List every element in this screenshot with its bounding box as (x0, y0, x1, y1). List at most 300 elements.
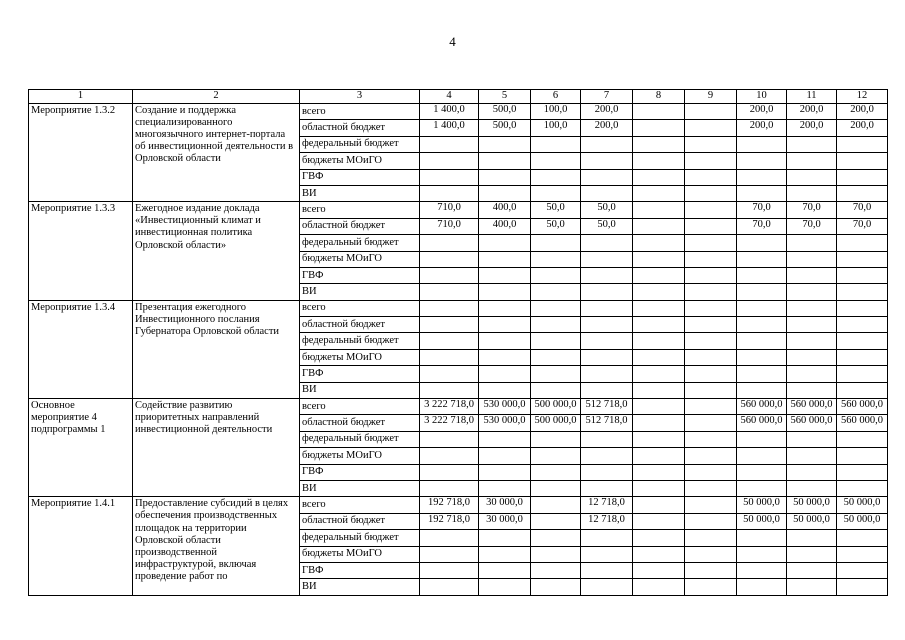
value-cell (837, 480, 888, 496)
value-cell (531, 349, 581, 365)
value-cell (479, 300, 531, 316)
value-cell: 70,0 (837, 218, 888, 234)
value-cell (633, 284, 685, 300)
measure-name: Создание и поддержка специализированного многоязычного интернет-портала об инвестиционной деятельности в Орловской области (133, 104, 300, 202)
value-cell: 192 718,0 (420, 497, 479, 513)
value-cell (479, 480, 531, 496)
value-cell (685, 202, 737, 218)
value-cell: 70,0 (737, 202, 787, 218)
value-cell (837, 579, 888, 595)
value-cell: 400,0 (479, 202, 531, 218)
value-cell (837, 448, 888, 464)
value-cell (581, 431, 633, 447)
table-row (29, 399, 888, 415)
value-cell: 70,0 (787, 202, 837, 218)
value-cell (633, 120, 685, 136)
value-cell (737, 366, 787, 382)
table-row (29, 104, 888, 120)
funding-source: бюджеты МОиГО (300, 448, 420, 464)
funding-source: ГВФ (300, 169, 420, 185)
value-cell (837, 349, 888, 365)
funding-source: ВИ (300, 480, 420, 496)
value-cell (685, 333, 737, 349)
value-cell (685, 399, 737, 415)
value-cell (837, 185, 888, 201)
value-cell (531, 317, 581, 333)
value-cell (420, 300, 479, 316)
value-cell (837, 317, 888, 333)
value-cell (737, 431, 787, 447)
value-cell (581, 153, 633, 169)
column-header: 5 (479, 90, 531, 104)
column-header: 2 (133, 90, 300, 104)
value-cell: 710,0 (420, 202, 479, 218)
value-cell (837, 530, 888, 546)
value-cell: 1 400,0 (420, 120, 479, 136)
value-cell (737, 284, 787, 300)
value-cell: 200,0 (787, 104, 837, 120)
value-cell: 50 000,0 (787, 513, 837, 529)
column-header: 8 (633, 90, 685, 104)
value-cell: 100,0 (531, 104, 581, 120)
value-cell (420, 464, 479, 480)
value-cell (837, 235, 888, 251)
value-cell: 50,0 (531, 202, 581, 218)
value-cell (787, 235, 837, 251)
value-cell: 200,0 (837, 104, 888, 120)
value-cell (737, 333, 787, 349)
value-cell (479, 136, 531, 152)
value-cell: 30 000,0 (479, 497, 531, 513)
funding-source: ГВФ (300, 562, 420, 578)
funding-source: областной бюджет (300, 317, 420, 333)
column-header: 4 (420, 90, 479, 104)
value-cell (837, 284, 888, 300)
value-cell (685, 464, 737, 480)
value-cell (420, 480, 479, 496)
funding-source: ГВФ (300, 267, 420, 283)
value-cell (531, 464, 581, 480)
value-cell (531, 185, 581, 201)
value-cell: 560 000,0 (737, 415, 787, 431)
value-cell (531, 300, 581, 316)
funding-source: всего (300, 300, 420, 316)
value-cell (581, 267, 633, 283)
value-cell (633, 497, 685, 513)
value-cell (685, 497, 737, 513)
value-cell (581, 333, 633, 349)
value-cell (531, 382, 581, 398)
value-cell (685, 448, 737, 464)
value-cell: 70,0 (737, 218, 787, 234)
value-cell: 30 000,0 (479, 513, 531, 529)
value-cell (837, 382, 888, 398)
measure-code: Мероприятие 1.3.3 (29, 202, 133, 300)
value-cell (737, 530, 787, 546)
value-cell (837, 333, 888, 349)
value-cell (737, 185, 787, 201)
value-cell: 70,0 (837, 202, 888, 218)
value-cell (581, 185, 633, 201)
table-row (29, 202, 888, 218)
funding-source: ВИ (300, 185, 420, 201)
value-cell (420, 153, 479, 169)
column-header: 10 (737, 90, 787, 104)
funding-source: ВИ (300, 579, 420, 595)
value-cell (685, 104, 737, 120)
value-cell (685, 284, 737, 300)
value-cell (581, 530, 633, 546)
value-cell (737, 169, 787, 185)
value-cell: 1 400,0 (420, 104, 479, 120)
value-cell (685, 562, 737, 578)
value-cell (531, 136, 581, 152)
value-cell (581, 136, 633, 152)
value-cell: 512 718,0 (581, 399, 633, 415)
value-cell (787, 333, 837, 349)
value-cell (685, 153, 737, 169)
value-cell (633, 349, 685, 365)
table-row (29, 497, 888, 513)
value-cell (531, 153, 581, 169)
value-cell (737, 480, 787, 496)
value-cell (685, 431, 737, 447)
value-cell (420, 448, 479, 464)
value-cell (685, 185, 737, 201)
column-header: 6 (531, 90, 581, 104)
funding-source: всего (300, 202, 420, 218)
funding-source: федеральный бюджет (300, 431, 420, 447)
header-row (29, 90, 888, 104)
value-cell: 560 000,0 (837, 415, 888, 431)
value-cell (737, 300, 787, 316)
value-cell (633, 513, 685, 529)
value-cell (787, 169, 837, 185)
value-cell: 560 000,0 (787, 415, 837, 431)
value-cell: 530 000,0 (479, 399, 531, 415)
measure-name: Предоставление субсидий в целях обеспечения производственных площадок на территории Орловской области производственной инфраструктурой, включая проведение работ по (133, 497, 300, 595)
value-cell (581, 464, 633, 480)
value-cell (837, 431, 888, 447)
funding-source: бюджеты МОиГО (300, 153, 420, 169)
value-cell (581, 448, 633, 464)
value-cell (787, 185, 837, 201)
column-header: 3 (300, 90, 420, 104)
value-cell: 500,0 (479, 104, 531, 120)
value-cell (633, 169, 685, 185)
value-cell: 100,0 (531, 120, 581, 136)
value-cell: 12 718,0 (581, 497, 633, 513)
value-cell (420, 382, 479, 398)
column-header: 1 (29, 90, 133, 104)
value-cell (787, 562, 837, 578)
value-cell (531, 431, 581, 447)
value-cell (633, 530, 685, 546)
funding-source: ГВФ (300, 366, 420, 382)
value-cell: 560 000,0 (837, 399, 888, 415)
value-cell (633, 104, 685, 120)
value-cell (633, 185, 685, 201)
value-cell: 530 000,0 (479, 415, 531, 431)
funding-source: федеральный бюджет (300, 333, 420, 349)
value-cell (581, 480, 633, 496)
value-cell (479, 284, 531, 300)
value-cell (479, 349, 531, 365)
value-cell: 50 000,0 (837, 513, 888, 529)
value-cell (685, 251, 737, 267)
value-cell (420, 333, 479, 349)
value-cell (531, 530, 581, 546)
value-cell (531, 366, 581, 382)
value-cell (420, 366, 479, 382)
value-cell: 400,0 (479, 218, 531, 234)
funding-source: областной бюджет (300, 513, 420, 529)
column-header: 12 (837, 90, 888, 104)
value-cell (737, 546, 787, 562)
funding-source: бюджеты МОиГО (300, 546, 420, 562)
value-cell (633, 218, 685, 234)
value-cell (737, 136, 787, 152)
funding-source: областной бюджет (300, 120, 420, 136)
value-cell: 560 000,0 (737, 399, 787, 415)
value-cell: 500,0 (479, 120, 531, 136)
value-cell (787, 448, 837, 464)
value-cell (633, 448, 685, 464)
value-cell (479, 169, 531, 185)
value-cell (633, 546, 685, 562)
value-cell (633, 235, 685, 251)
value-cell (420, 546, 479, 562)
value-cell (531, 235, 581, 251)
funding-source: всего (300, 399, 420, 415)
value-cell (787, 349, 837, 365)
value-cell (633, 333, 685, 349)
value-cell (685, 382, 737, 398)
value-cell (737, 153, 787, 169)
value-cell: 500 000,0 (531, 415, 581, 431)
value-cell (787, 153, 837, 169)
value-cell (633, 267, 685, 283)
value-cell (787, 366, 837, 382)
value-cell (420, 235, 479, 251)
value-cell: 50,0 (581, 202, 633, 218)
value-cell (787, 530, 837, 546)
value-cell: 70,0 (787, 218, 837, 234)
funding-source: федеральный бюджет (300, 530, 420, 546)
value-cell (531, 251, 581, 267)
value-cell (685, 546, 737, 562)
value-cell (633, 136, 685, 152)
value-cell (420, 530, 479, 546)
value-cell (479, 579, 531, 595)
value-cell: 12 718,0 (581, 513, 633, 529)
value-cell (787, 300, 837, 316)
value-cell (737, 317, 787, 333)
value-cell (420, 349, 479, 365)
funding-source: федеральный бюджет (300, 136, 420, 152)
value-cell (837, 464, 888, 480)
value-cell (685, 120, 737, 136)
value-cell (479, 562, 531, 578)
value-cell (420, 579, 479, 595)
value-cell (479, 317, 531, 333)
value-cell: 50 000,0 (837, 497, 888, 513)
value-cell (531, 284, 581, 300)
value-cell: 50 000,0 (737, 513, 787, 529)
table-row (29, 300, 888, 316)
value-cell (581, 382, 633, 398)
value-cell (420, 267, 479, 283)
value-cell (685, 530, 737, 546)
value-cell (737, 464, 787, 480)
value-cell (837, 153, 888, 169)
value-cell (633, 366, 685, 382)
page-number: 4 (449, 34, 456, 49)
value-cell: 50,0 (581, 218, 633, 234)
value-cell (685, 317, 737, 333)
value-cell (479, 448, 531, 464)
value-cell (581, 235, 633, 251)
value-cell (479, 464, 531, 480)
value-cell (837, 267, 888, 283)
value-cell (837, 169, 888, 185)
funding-source: бюджеты МОиГО (300, 349, 420, 365)
value-cell (685, 267, 737, 283)
value-cell: 3 222 718,0 (420, 415, 479, 431)
value-cell (581, 366, 633, 382)
value-cell (737, 382, 787, 398)
value-cell (633, 399, 685, 415)
value-cell (531, 267, 581, 283)
value-cell (787, 546, 837, 562)
value-cell: 710,0 (420, 218, 479, 234)
value-cell: 560 000,0 (787, 399, 837, 415)
value-cell (685, 579, 737, 595)
value-cell (737, 448, 787, 464)
value-cell (837, 251, 888, 267)
value-cell (633, 415, 685, 431)
value-cell (479, 431, 531, 447)
value-cell (685, 366, 737, 382)
value-cell (685, 300, 737, 316)
value-cell: 200,0 (737, 120, 787, 136)
value-cell (581, 284, 633, 300)
value-cell (531, 480, 581, 496)
value-cell (787, 284, 837, 300)
value-cell (479, 530, 531, 546)
measure-code: Мероприятие 1.3.2 (29, 104, 133, 202)
value-cell (531, 546, 581, 562)
column-header: 7 (581, 90, 633, 104)
value-cell (420, 562, 479, 578)
value-cell: 200,0 (581, 120, 633, 136)
value-cell (633, 562, 685, 578)
funding-source: областной бюджет (300, 218, 420, 234)
value-cell (479, 366, 531, 382)
value-cell (633, 480, 685, 496)
value-cell (479, 267, 531, 283)
value-cell (787, 251, 837, 267)
value-cell (479, 546, 531, 562)
value-cell (633, 317, 685, 333)
value-cell: 500 000,0 (531, 399, 581, 415)
value-cell (420, 185, 479, 201)
value-cell (633, 153, 685, 169)
value-cell (581, 562, 633, 578)
value-cell: 200,0 (787, 120, 837, 136)
value-cell (420, 431, 479, 447)
value-cell (737, 579, 787, 595)
value-cell (787, 579, 837, 595)
value-cell (581, 169, 633, 185)
value-cell (787, 267, 837, 283)
value-cell (531, 579, 581, 595)
value-cell (685, 218, 737, 234)
budget-table (28, 89, 888, 596)
value-cell (685, 415, 737, 431)
value-cell (685, 136, 737, 152)
value-cell (633, 202, 685, 218)
value-cell (633, 464, 685, 480)
value-cell (531, 497, 581, 513)
value-cell: 200,0 (737, 104, 787, 120)
value-cell (420, 136, 479, 152)
measure-code: Основное мероприятие 4 подпрограммы 1 (29, 399, 133, 497)
value-cell (531, 562, 581, 578)
funding-source: ВИ (300, 382, 420, 398)
value-cell (479, 185, 531, 201)
value-cell (737, 562, 787, 578)
value-cell (633, 431, 685, 447)
value-cell (581, 251, 633, 267)
measure-name: Ежегодное издание доклада «Инвестиционный климат и инвестиционная политика Орловской области» (133, 202, 300, 300)
measure-name: Содействие развитию приоритетных направлений инвестиционной деятельности (133, 399, 300, 497)
value-cell (581, 349, 633, 365)
measure-code: Мероприятие 1.3.4 (29, 300, 133, 398)
funding-source: всего (300, 497, 420, 513)
value-cell (420, 284, 479, 300)
value-cell: 50,0 (531, 218, 581, 234)
funding-source: всего (300, 104, 420, 120)
value-cell: 192 718,0 (420, 513, 479, 529)
value-cell (581, 546, 633, 562)
value-cell (633, 300, 685, 316)
value-cell (837, 562, 888, 578)
value-cell (685, 513, 737, 529)
value-cell: 3 222 718,0 (420, 399, 479, 415)
value-cell (633, 579, 685, 595)
funding-source: бюджеты МОиГО (300, 251, 420, 267)
value-cell (581, 317, 633, 333)
column-header: 9 (685, 90, 737, 104)
value-cell (787, 136, 837, 152)
value-cell (737, 235, 787, 251)
value-cell (479, 382, 531, 398)
value-cell (787, 317, 837, 333)
column-header: 11 (787, 90, 837, 104)
funding-source: областной бюджет (300, 415, 420, 431)
value-cell (837, 136, 888, 152)
value-cell (479, 251, 531, 267)
value-cell: 512 718,0 (581, 415, 633, 431)
value-cell (837, 300, 888, 316)
value-cell (787, 382, 837, 398)
value-cell: 200,0 (837, 120, 888, 136)
value-cell (787, 431, 837, 447)
value-cell (685, 235, 737, 251)
value-cell (420, 317, 479, 333)
value-cell (479, 235, 531, 251)
